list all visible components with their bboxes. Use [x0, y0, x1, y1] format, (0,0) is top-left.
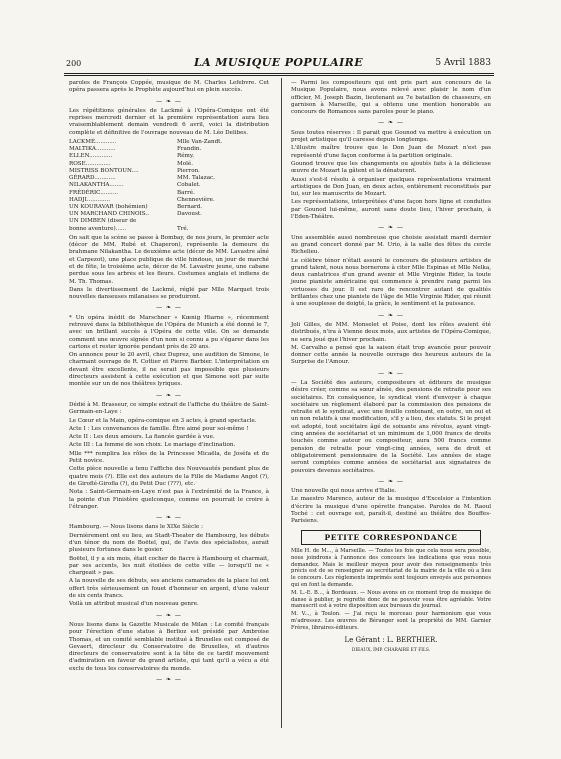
paragraph: Aussi s'est-il résolu à organiser quelques représentations vraiment artistiques de Don Juan, en deux actes, entièrement reconstitués par lui, sur les manuscrits de Mozart. — [291, 176, 491, 198]
header-rule-thin — [64, 75, 494, 76]
cast-role: MALTIKA........... — [69, 146, 116, 153]
paragraph: — La Société des auteurs, compositeurs et éditeurs de musique désire créer, comme sa sœur aînée, des pensions de retraite pour ses sociétaires. En conséquence, le syndicat vient d'envoyer à chaque sociétaire un règlement élaboré par la commission des pensions de retraite et le syndicat, avec une feuille contenant, en outre, un oui et un non relatifs à une modification, s'il y a lieu, des statuts. Si le projet est adopté, tout sociétaire âgé de soixante ans révolus, ayant vingt-cinq années de sociétariat et un minimum de 1,000 francs de droits touchés comme auteur ou compositeur, aura 500 francs comme pension de retraite pour vingt-cinq années, sera de droit et obligatoirement pensionnaire de la Société. Les années de stage seront comptées comme années de sociétariat aux signataires de pouvoirs devenus sociétaires. — [291, 379, 491, 474]
cast-row — [69, 226, 269, 233]
paragraph: Voilà un attribut musical d'un nouveau genre. — [69, 601, 199, 608]
cast-row — [69, 146, 269, 153]
paragraph: Nota : Saint-Germain-en-Laye n'est pas à l'extrémité de la France, à la pointe d'un Finistère quelconque, comme on pourrait le croire à l'étranger. — [69, 489, 269, 510]
paragraph: Dédié à M. Brasseur, ce simple extrait de l'affiche du théâtre de Saint-Germain-en-Laye : — [69, 401, 269, 416]
paragraph: On sait que la scène se passe à Bombay, de nos jours, le premier acte (décor de MM. Rubé et Chaperon), représente la demeure du brahmane Nilakantha. Le deuxième acte (décor de MM. Lavastre aîné et Carpezot), une place publique de ville hindoue, un jour de marché et de fête, le troisième acte, décor de M. Lavastre jeune, une cabane perdue sous les arbres et les fleurs. Costumes anglais et indiens de M. Th. Thomas. — [69, 234, 269, 285]
paragraph: L'illustre maître trouve que le Don Juan de Mozart n'est pas représenté d'une façon conforme à la partition originale. — [291, 145, 491, 159]
right-column — [291, 80, 491, 654]
column-divider — [281, 78, 282, 728]
cast-row — [69, 190, 269, 197]
cast-role: FRÉDÉRIC.......... — [69, 189, 119, 196]
ornament-divider: — ❧ — — [156, 611, 182, 619]
paragraph: Le célèbre ténor n'était assuré le concours de plusieurs artistes de grand talent, nous nous bornerons à citer Mlle Espinas et Mlle Nelka, deux cantatrices d'un grand avenir et Mlle Virginie Rider, la toute jeune pianiste américaine qui commence à prendre rang parmi les virtuoses du jour. Il est rare de rencontrer autant de qualités brillantes chez une pianiste de l'âge de Mlle Virginie Rider, qui réunit à une souplesse de doigté, la grâce, le sentiment et la puissance. — [291, 257, 491, 308]
page-number: 200 — [66, 59, 82, 68]
paragraph: Une nouvelle qui nous arrive d'Italie. — [291, 488, 397, 495]
cast-role: UN KOURAVAR (bohémien) — [69, 203, 148, 210]
ornament-divider: — ❧ — — [156, 514, 182, 522]
ornament-divider: — ❧ — — [378, 311, 404, 319]
paragraph: Nous lisons dans la Gazette Musicale de Milan : Le comité français pour l'érection d'une statue à Berlioz est présidé par Ambroise Thomas, et un comité semblable institué à Bruxelles est composé de Gevaert, directeur du Conservatoire de Bruxelles, et d'autres directeurs de conservatoire sont à la tête de ce tardif mouvement d'admiration en faveur du grand artiste, qui tant qu'il a vécu a été exclu de tous les conservatoires du monde. — [69, 621, 269, 672]
paragraph: Une assemblée aussi nombreuse que choisie assistait mardi dernier au grand concert donné par M. Urio, à la salle des fêtes du cercle Richelieu. — [291, 234, 491, 256]
cast-role: UN MARCHAND CHINOIS.. — [69, 211, 149, 218]
cast-row — [69, 139, 269, 146]
cast-actor — [177, 218, 269, 225]
paragraph: Dernièrement ont eu lieu, au Stadt-Theater de Hambourg, les débuts d'un ténor du nom de Boëtel, qui, de l'avis des spécialistes, aurait plusieurs fortunes dans le gosier. — [69, 532, 269, 554]
correspondence-item: Mlle H. de M..., à Marseille. — Toutes les fois que cela nous sera possible, nous joindrons à l'annonce des concours les indications que vous nous demandez. Mais le meilleur moyen pour avoir des renseignements très précis est de se renseigner au secrétariat de la mairie de la ville où a lieu le concours. Les règlements imprimés sont toujours envoyés aux personnes qui en font la demande. — [291, 547, 491, 588]
cast-row — [69, 168, 269, 175]
ornament-divider: — ❧ — — [378, 477, 404, 485]
cast-role: NILAKANTHA........ — [69, 182, 124, 189]
cast-actor: Pierron. — [177, 167, 200, 174]
cast-row — [69, 161, 269, 168]
cast-row — [69, 182, 269, 189]
cast-actor: Molé. — [177, 160, 193, 167]
paragraph: Mlle *** remplira les rôles de la Princesse Micaëla, de Joséfa et du Petit novice. — [69, 450, 269, 465]
cast-role: HADJI............. — [69, 196, 110, 203]
paragraph: Les représentations, interprétées d'une façon hors ligne et conduites par Gounod lui-même, auront sans doute lieu, l'hiver prochain, à l'Eden-Théâtre. — [291, 199, 491, 221]
cast-row — [69, 218, 269, 225]
issue-date: 5 Avril 1883 — [435, 58, 491, 68]
header-rule — [64, 73, 494, 74]
paragraph: paroles de François Coppée, musique de M. Charles Lefebvre. Cet opéra passera après le Prophète aujourd'hui en plein succès. — [69, 80, 269, 94]
cast-actor: Tré. — [177, 225, 189, 232]
ornament-divider: — ❧ — — [156, 391, 182, 399]
cast-row — [69, 204, 269, 211]
paragraph: * Un opéra inédit de Marschner « Kœnig Hiarne », récemment retrouvé dans la bibliothèque de l'Opéra de Munich a été donné le 7, avec un brillant succès à l'Opéra de cette ville. On se demande comment une œuvre signée d'un nom si connu a pu s'égarer dans les cartons et rester ignorée pendant près de 20 ans. — [69, 314, 269, 350]
cast-role: GÉRARD............ — [69, 175, 116, 182]
cast-actor: Barré. — [177, 189, 195, 196]
cast-actor: Mlle Van-Zandt. — [177, 139, 223, 146]
paragraph: Boëtel, il y a six mois, était cocher de fiacre à Hambourg et charmait, par ses accents, les nuit étoilées de cette ville — lorsqu'il ne « chargeait » pas. — [69, 555, 269, 577]
journal-title: LA MUSIQUE POPULAIRE — [193, 56, 363, 69]
paragraph: Hambourg. — Nous lisons dans le XIXe Siècle : — [69, 524, 203, 531]
correspondence-item: M. L.-E. B..., à Bordeaux. — Nous avons en ce moment trop de musique de danse à publier, je regrette donc de ne pouvoir vous être agréable. Votre manuscrit est à votre disposition aux bureaux du journal. — [291, 589, 491, 610]
cast-role: UN DIMBEN (diseur de — [69, 218, 137, 225]
cast-list — [69, 139, 269, 233]
left-column — [69, 80, 269, 686]
cast-actor: Davoust. — [177, 211, 202, 218]
correspondence-item: M. V..., à Toulon. — J'ai reçu le morceau pour harmonium que vous m'adressez. Les œuvres de Béranger sont la propriété de MM. Garnier Frères, libraires-éditeurs. — [291, 611, 491, 631]
cast-actor: Frandin. — [177, 146, 202, 153]
cast-actor: MM. Talazac. — [177, 175, 215, 182]
printer-imprint: DIEAUX, IMP. CHARAIRE ET FILS. — [351, 647, 431, 653]
paragraph: Acte II : Les deux amours. La fiancée gardée à vue. — [69, 434, 215, 441]
paragraph: Joli Gilles, de MM. Monselet et Poise, dont les rôles avaient été distribués, n'ira à Vienne deux mois, aux artistes de l'Opéra-Comique, ne sera joué que l'hiver prochain. — [291, 321, 491, 343]
paragraph: — Parmi les compositeurs qui ont pris part aux concours de la Musique Populaire, nous avons relevé avec plaisir le nom d'un officier, M. Joseph Bazin, lieutenant au 7e bataillon de chasseurs, en garnison à Marseille, qui a obtenu une mention honorable au concours de Romances sans paroles pour le piano. — [291, 80, 491, 116]
cast-role: MISTRISS BONTOUN.... — [69, 167, 139, 174]
section-heading: PETITE CORRESPONDANCE — [301, 530, 481, 545]
page-header — [66, 56, 491, 72]
ornament-divider: — ❧ — — [156, 304, 182, 312]
paragraph: Les répétitions générales de Lackmé à l'Opéra-Comique ont été reprises mercredi dernier et la première représentation aura lieu vraisemblablement demain vendredi 6 avril, voici la distribution complète et définitive de l'ouvrage nouveau de M. Léo Delibes. — [69, 107, 269, 136]
cast-role: ROSE.............. — [69, 160, 111, 167]
cast-role: bonne aventure)...... — [69, 225, 127, 232]
ornament-divider: — ❧ — — [378, 119, 404, 127]
cast-role: ELLEN............. — [69, 153, 113, 160]
cast-actor: Cobalet. — [177, 182, 201, 189]
cast-actor: Bernard. — [177, 203, 203, 210]
ornament-divider: — ❧ — — [378, 369, 404, 377]
cast-role: LACKMÉ............ — [69, 139, 117, 146]
paragraph: Acte III : La femme de son choix. Le mariage d'inclination. — [69, 442, 236, 449]
paragraph: Acte I : Les convenances de famille. Être aimé pour soi-même ! — [69, 425, 249, 432]
paragraph: On annonce pour le 20 avril, chez Duprez, une audition de Simone, le charmant ouvrage de R. Cottier et Pierre Barbier. L'interprétation en devant être excellente, il ne serait pas impossible que plusieurs directeurs assistent à cette exécution et que Simone soit par suite montée sur un de nos théâtres lyriques. — [69, 352, 269, 388]
paragraph: Le Cœur et la Main, opéra-comique en 3 actes, à grand spectacle. — [69, 417, 257, 424]
manager-signature: Le Gérant : L. BERTHIER. — [344, 636, 438, 645]
cast-row — [69, 197, 269, 204]
cast-actor: Rémy. — [177, 153, 195, 160]
paragraph: Gounod trouve que les changements ou ajoutés faits à la délicieuse œuvre de Mozart la gâtent et la dénaturent. — [291, 160, 491, 175]
paragraph: A la nouvelle de ses débuts, ses anciens camarades de la place lui ont offert très sérieusement un fouet d'honneur en argent, d'une valeur de six cents francs. — [69, 578, 269, 600]
paragraph: Cette pièce nouvelle a tenu l'affiche des Nouveautés pendant plus de quatre mois (?). Elle est des auteurs de la Fille de Madame Angot (?), de Giroflé-Girofla (?), du Petit Duc (???), etc. — [69, 466, 269, 487]
cast-row — [69, 153, 269, 160]
paragraph: Le maestro Marenco, auteur de la musique d'Excelsior a l'intention d'écrire la musique d'une opérette française. Paroles de M. Raoul Toché : cet ouvrage est, paraît-il, destiné au théâtre des Bouffes-Parisiens. — [291, 496, 491, 525]
ornament-divider: — ❧ — — [156, 676, 182, 684]
paragraph: Sous toutes réserves : Il parait que Gounod va mettre à exécution un projet artistique qu'il caresse depuis longtemps. — [291, 129, 491, 144]
paragraph: M. Carvalho a pensé que la saison était trop avancée pour pouvoir donner cette année la nouvelle ouvrage des heureux auteurs de la Surprise de l'Amour. — [291, 344, 491, 366]
ornament-divider: — ❧ — — [156, 97, 182, 105]
ornament-divider: — ❧ — — [378, 224, 404, 232]
paragraph: Dans le divertissement de Lackmé, réglé par Mlle Marquet trois nouvelles danseuses milanaises se produiront. — [69, 286, 269, 301]
cast-row — [69, 175, 269, 182]
cast-actor: Chennevière. — [177, 196, 215, 203]
